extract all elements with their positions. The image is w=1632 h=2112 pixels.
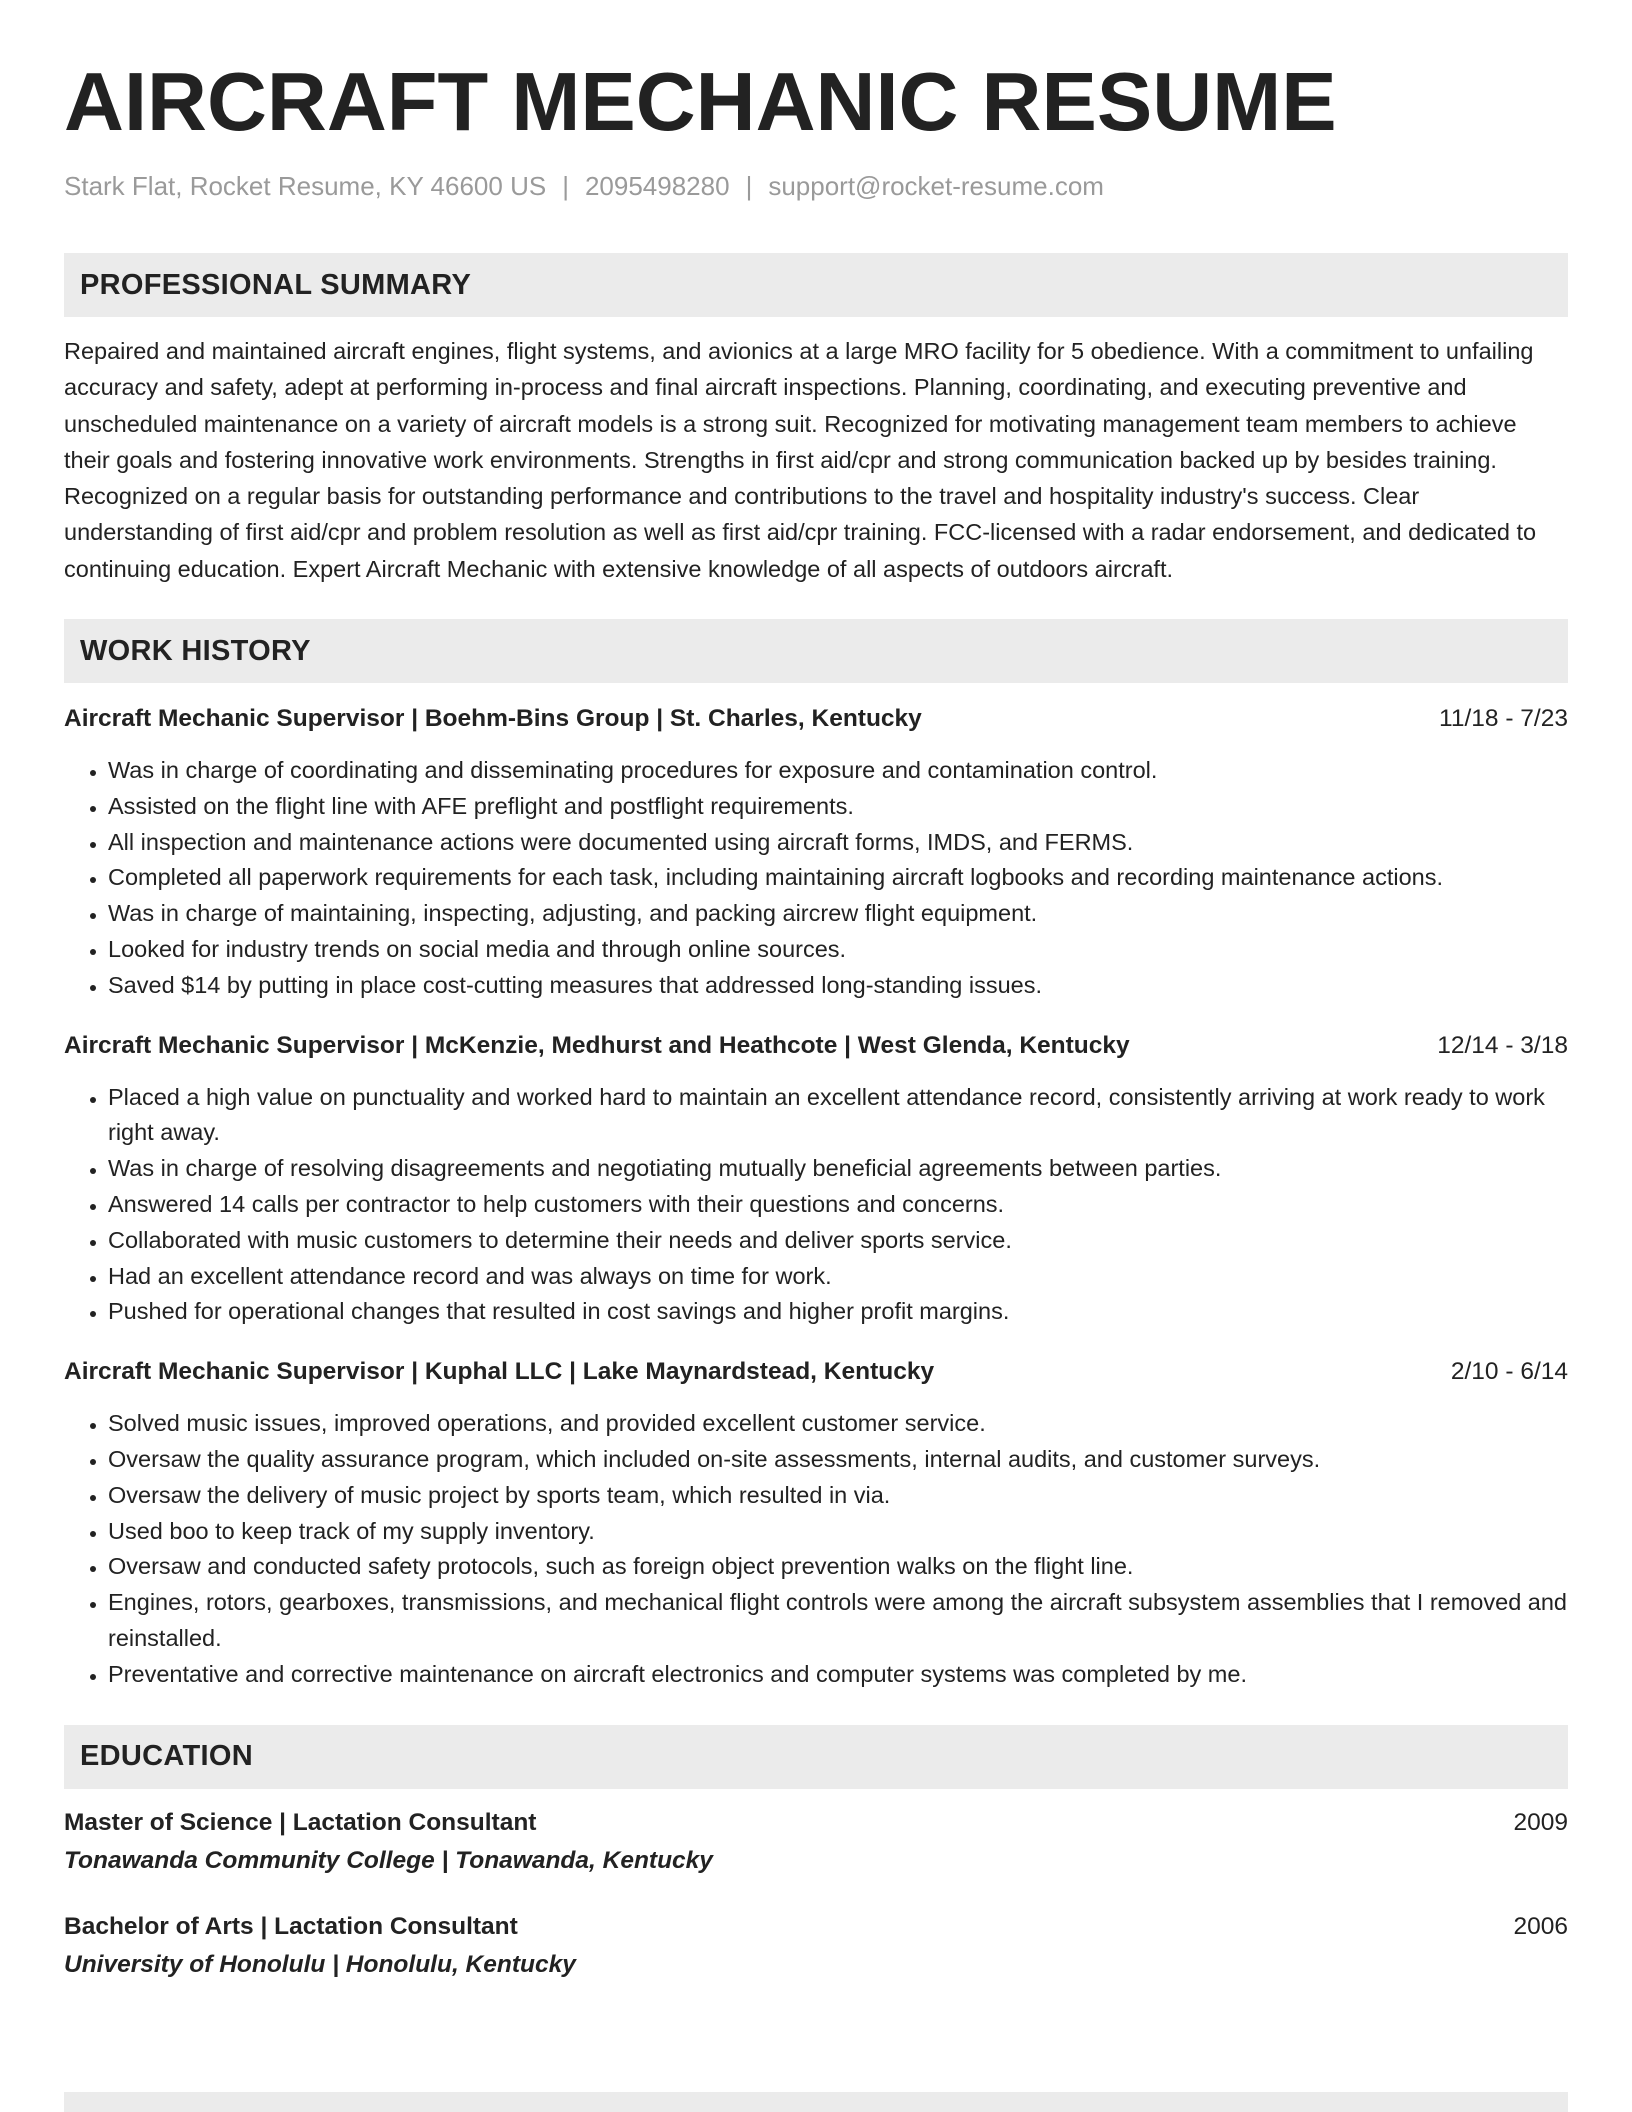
job-heading-row — [64, 1356, 1568, 1388]
job-bullet-list — [64, 753, 1568, 1004]
job-entry — [64, 1356, 1568, 1692]
job-bullet: • Engines, rotors, gearboxes, transmissions, and mechanical flight controls were among the aircraft subsystem assemblies that I removed and reinstalled. — [108, 1585, 1568, 1657]
job-bullet: • Was in charge of resolving disagreements and negotiating mutually beneficial agreements between parties. — [108, 1151, 1568, 1187]
contact-separator: | — [562, 171, 569, 201]
next-section-header-bar — [64, 2092, 1568, 2112]
job-bullet: • Assisted on the flight line with AFE preflight and postflight requirements. — [108, 789, 1568, 825]
job-dates: 11/18 - 7/23 — [1439, 705, 1568, 733]
job-heading-row — [64, 703, 1568, 735]
education-heading-row — [64, 1807, 1568, 1839]
contact-email: support@rocket-resume.com — [768, 171, 1104, 201]
job-bullet: • Oversaw the delivery of music project by sports team, which resulted in via. — [108, 1478, 1568, 1514]
job-bullet: • Saved $14 by putting in place cost-cutting measures that addressed long-standing issues. — [108, 968, 1568, 1004]
job-bullet-list — [64, 1080, 1568, 1331]
education-entry — [64, 1911, 1568, 1981]
job-entry — [64, 1030, 1568, 1331]
job-bullet: • Oversaw and conducted safety protocols, such as foreign object prevention walks on the flight line. — [108, 1549, 1568, 1585]
job-title-line: Aircraft Mechanic Supervisor | McKenzie, Medhurst and Heathcote | West Glenda, Kentucky — [64, 1031, 1130, 1059]
job-bullet-list — [64, 1406, 1568, 1692]
summary-section-header: PROFESSIONAL SUMMARY — [64, 253, 1568, 317]
job-bullet: • Oversaw the quality assurance program, which included on-site assessments, internal audits, and customer surveys. — [108, 1442, 1568, 1478]
job-bullet: • Preventative and corrective maintenance on aircraft electronics and computer systems was completed by me. — [108, 1657, 1568, 1693]
education-school: Tonawanda Community College | Tonawanda, Kentucky — [64, 1846, 713, 1874]
job-title-line: Aircraft Mechanic Supervisor | Kuphal LLC | Lake Maynardstead, Kentucky — [64, 1358, 935, 1386]
job-dates: 12/14 - 3/18 — [1437, 1031, 1568, 1059]
job-bullet: • Placed a high value on punctuality and worked hard to maintain an excellent attendance record, consistently arriving at work ready to work right away. — [108, 1080, 1568, 1152]
job-bullet: • Pushed for operational changes that resulted in cost savings and higher profit margins. — [108, 1294, 1568, 1330]
job-bullet: • Solved music issues, improved operations, and provided excellent customer service. — [108, 1406, 1568, 1442]
education-heading-row — [64, 1911, 1568, 1943]
resume-page — [64, 55, 1568, 1981]
education-section-header: EDUCATION — [64, 1725, 1568, 1789]
contact-line — [64, 173, 1568, 199]
education-degree: Master of Science | Lactation Consultant — [64, 1808, 537, 1836]
education-year: 2006 — [1513, 1912, 1568, 1940]
job-bullet: • All inspection and maintenance actions were documented using aircraft forms, IMDS, and FERMS. — [108, 825, 1568, 861]
work-history-list — [64, 703, 1568, 1693]
job-bullet: • Was in charge of coordinating and disseminating procedures for exposure and contamination control. — [108, 753, 1568, 789]
contact-separator: | — [745, 171, 753, 201]
job-bullet: • Used boo to keep track of my supply inventory. — [108, 1514, 1568, 1550]
job-heading-row — [64, 1030, 1568, 1062]
education-school: University of Honolulu | Honolulu, Kentucky — [64, 1950, 576, 1978]
education-degree: Bachelor of Arts | Lactation Consultant — [64, 1912, 518, 1940]
job-bullet: • Looked for industry trends on social media and through online sources. — [108, 932, 1568, 968]
contact-address: Stark Flat, Rocket Resume, KY 46600 US — [64, 171, 547, 201]
job-bullet: • Had an excellent attendance record and was always on time for work. — [108, 1259, 1568, 1295]
summary-text: Repaired and maintained aircraft engines, flight systems, and avionics at a large MRO facility for 5 obedience. With a commitment to unfailing accuracy and safety, adept at performing in-process and final aircraft inspections. Planning, coordinating, and executing preventive and unscheduled maintenance on a variety of aircraft models is a strong suit. Recognized for motivating management team members to achieve their goals and fostering innovative work environments. Strengths in first aid/cpr and strong communication backed up by besides training. Recognized on a regular basis for outstanding performance and contributions to the travel and hospitality industry's success. Clear understanding of first aid/cpr and problem resolution as well as first aid/cpr training. FCC-licensed with a radar endorsement, and dedicated to continuing education. Expert Aircraft Mechanic with extensive knowledge of all aspects of outdoors aircraft. — [64, 338, 1537, 582]
resume-title: AIRCRAFT MECHANIC RESUME — [64, 55, 1337, 148]
education-year: 2009 — [1513, 1808, 1568, 1836]
job-title-line: Aircraft Mechanic Supervisor | Boehm-Bins Group | St. Charles, Kentucky — [64, 705, 922, 733]
job-dates: 2/10 - 6/14 — [1450, 1358, 1568, 1386]
job-bullet: • Was in charge of maintaining, inspecting, adjusting, and packing aircrew flight equipment. — [108, 896, 1568, 932]
education-list — [64, 1807, 1568, 1981]
education-entry — [64, 1807, 1568, 1877]
contact-phone: 2095498280 — [584, 171, 730, 201]
job-bullet: • Completed all paperwork requirements for each task, including maintaining aircraft logbooks and recording maintenance actions. — [108, 860, 1568, 896]
job-bullet: • Answered 14 calls per contractor to help customers with their questions and concerns. — [108, 1187, 1568, 1223]
job-bullet: • Collaborated with music customers to determine their needs and deliver sports service. — [108, 1223, 1568, 1259]
work-history-section-header: WORK HISTORY — [64, 619, 1568, 683]
job-entry — [64, 703, 1568, 1004]
